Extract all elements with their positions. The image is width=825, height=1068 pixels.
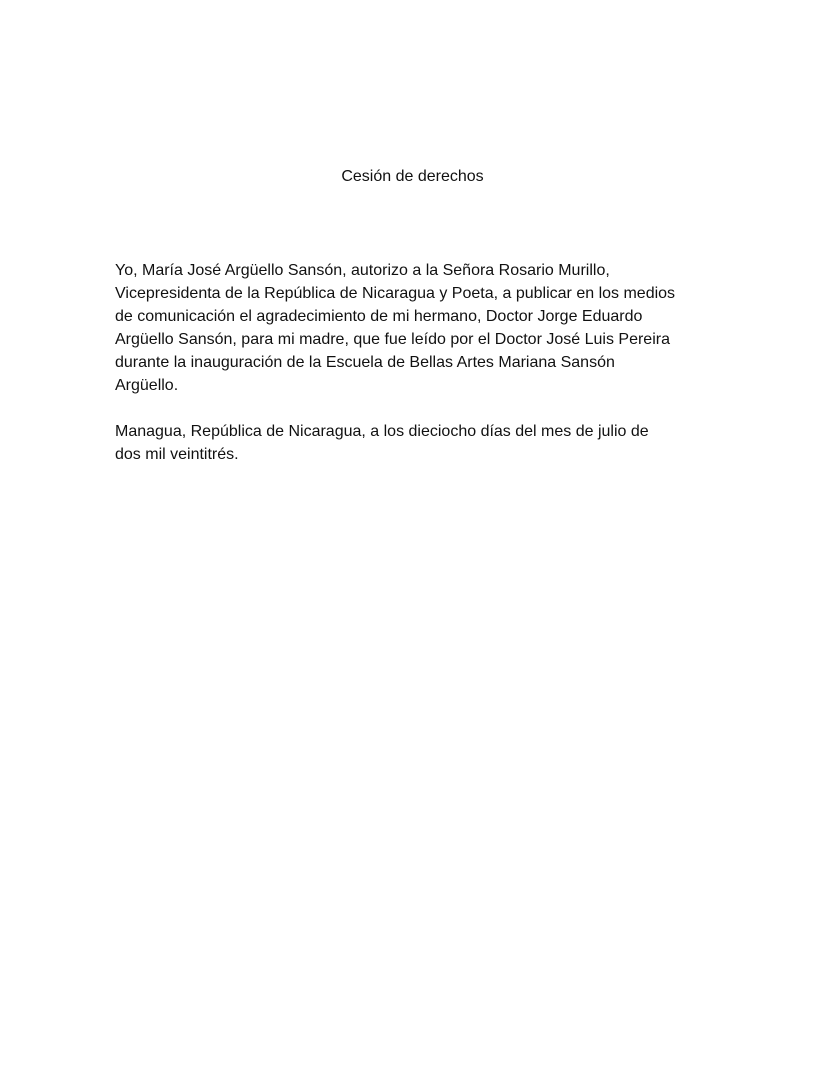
paragraph-line: Managua, República de Nicaragua, a los dieciocho días del mes de julio de xyxy=(115,423,649,440)
place-date-paragraph xyxy=(115,420,715,466)
paragraph-line: dos mil veintitrés. xyxy=(115,446,239,463)
paragraph-line: Vicepresidenta de la República de Nicaragua y Poeta, a publicar en los medios xyxy=(115,285,676,302)
paragraph-line: Argüello Sansón, para mi madre, que fue leído por el Doctor José Luis Pereira xyxy=(115,331,670,348)
paragraph-line: durante la inauguración de la Escuela de Bellas Artes Mariana Sansón xyxy=(115,354,615,371)
authorization-paragraph xyxy=(115,259,715,397)
paragraph-line: Yo, María José Argüello Sansón, autorizo a la Señora Rosario Murillo, xyxy=(115,262,610,279)
paragraph-line: de comunicación el agradecimiento de mi hermano, Doctor Jorge Eduardo xyxy=(115,308,643,325)
document-body xyxy=(115,259,715,489)
paragraph-line: Argüello. xyxy=(115,377,179,394)
document-title: Cesión de derechos xyxy=(341,168,484,185)
